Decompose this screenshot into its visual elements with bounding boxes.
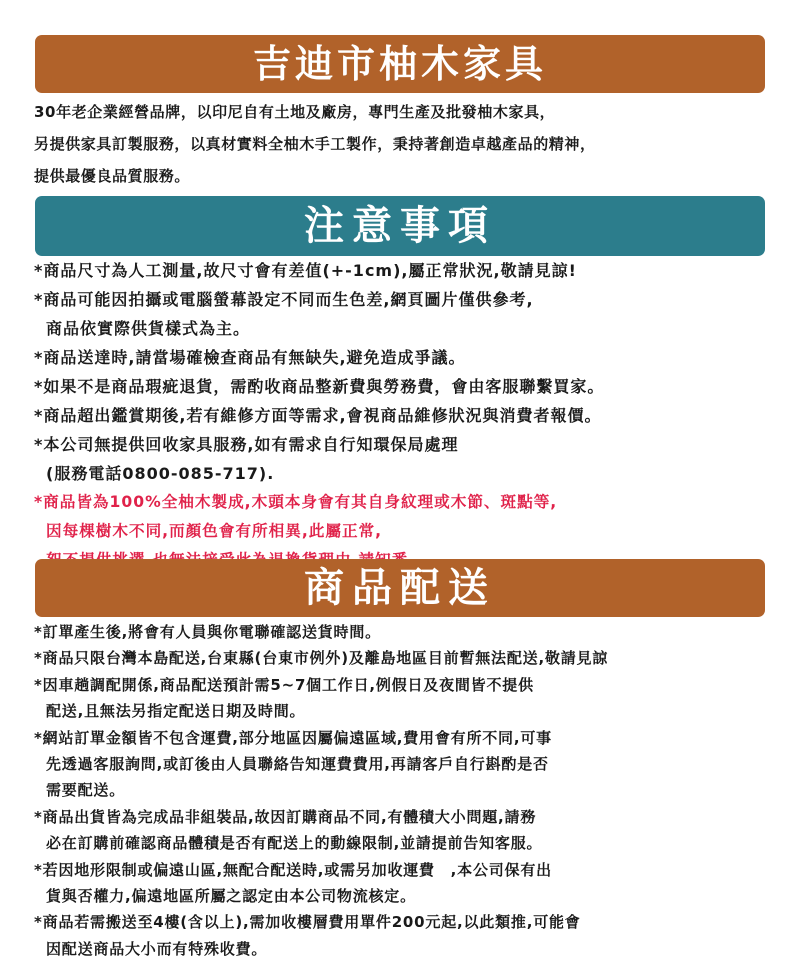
warning-line: *商品皆為100%全柚木製成,木頭本身會有其自身紋理或木節、斑點等, — [34, 493, 558, 511]
brand-title-banner — [35, 35, 765, 93]
delivery-line: *因車趟調配開係,商品配送預計需5~7個工作日,例假日及夜間皆不提供 — [34, 675, 534, 694]
delivery-line: *訂單產生後,將會有人員與你電聯確認送貨時間。 — [34, 623, 381, 641]
delivery-line: 配送,且無法另指定配送日期及時間。 — [46, 702, 306, 721]
brand-title: 吉迪市柚木家具 — [252, 42, 547, 86]
delivery-line: *商品出貨皆為完成品非組裝品,故因訂購商品不同,有體積大小問題,請務 — [34, 807, 537, 826]
delivery-line: *商品只限台灣本島配送,台東縣(台東市例外)及離島地區目前暫無法配送,敬請見諒 — [34, 649, 609, 668]
notice-line: *如果不是商品瑕疵退貨，需酌收商品整新費與勞務費，會由客服聯繫買家。 — [34, 377, 605, 396]
delivery-line: 需要配送。 — [46, 781, 126, 800]
intro-line: 30年老企業經營品牌，以印尼自有土地及廠房，專門生產及批發柚木家具， — [34, 103, 556, 121]
warning-line: 因每棵樹木不同,而顏色會有所相異,此屬正常, — [46, 522, 383, 540]
delivery-line: 因配送商品大小而有特殊收費。 — [46, 939, 268, 958]
delivery-line: 貨與否權力,偏遠地區所屬之認定由本公司物流核定。 — [46, 886, 416, 905]
delivery-list — [34, 619, 796, 962]
delivery-line: *商品若需搬送至4樓(含以上),需加收樓層費用單件200元起,以此類推,可能會 — [34, 913, 581, 932]
delivery-line: 先透過客服詢問,或訂後由人員聯絡告知運費費用,再請客戶自行斟酌是否 — [46, 754, 549, 773]
notices-title-banner — [35, 196, 765, 256]
notice-line: *商品可能因拍攝或電腦螢幕設定不同而生色差,網頁圖片僅供參考, — [34, 290, 534, 309]
notice-line: *商品送達時,請當場確檢查商品有無缺失,避免造成爭議。 — [34, 348, 466, 367]
notice-line: *商品超出鑑賞期後,若有維修方面等需求,會視商品維修狀況與消費者報價。 — [34, 406, 602, 425]
intro-line: 提供最優良品質服務。 — [34, 167, 191, 185]
notice-line: 商品依實際供貨樣式為主。 — [46, 319, 251, 338]
delivery-line: *若因地形限制或偏遠山區,無配合配送時,或需另加收運費 ,本公司保有出 — [34, 860, 552, 879]
delivery-title: 商品配送 — [304, 565, 496, 611]
intro-line: 另提供家具訂製服務，以真材實料全柚木手工製作，秉持著創造卓越產品的精神， — [34, 135, 596, 153]
notices-list — [34, 256, 796, 575]
delivery-line: *網站訂單金額皆不包含運費,部分地區因屬偏遠區域,費用會有所不同,可事 — [34, 728, 552, 747]
notice-line: *商品尺寸為人工測量,故尺寸會有差值(+-1cm),屬正常狀況,敬請見諒! — [34, 261, 577, 280]
notices-title: 注意事項 — [304, 203, 496, 249]
notice-line: (服務電話0800-085-717). — [46, 464, 275, 483]
delivery-line: 必在訂購前確認商品體積是否有配送上的動線限制,並請提前告知客服。 — [46, 834, 543, 853]
notice-line: *本公司無提供回收家具服務,如有需求自行知環保局處理 — [34, 435, 459, 454]
delivery-title-banner — [35, 559, 765, 617]
brand-intro — [34, 96, 796, 192]
